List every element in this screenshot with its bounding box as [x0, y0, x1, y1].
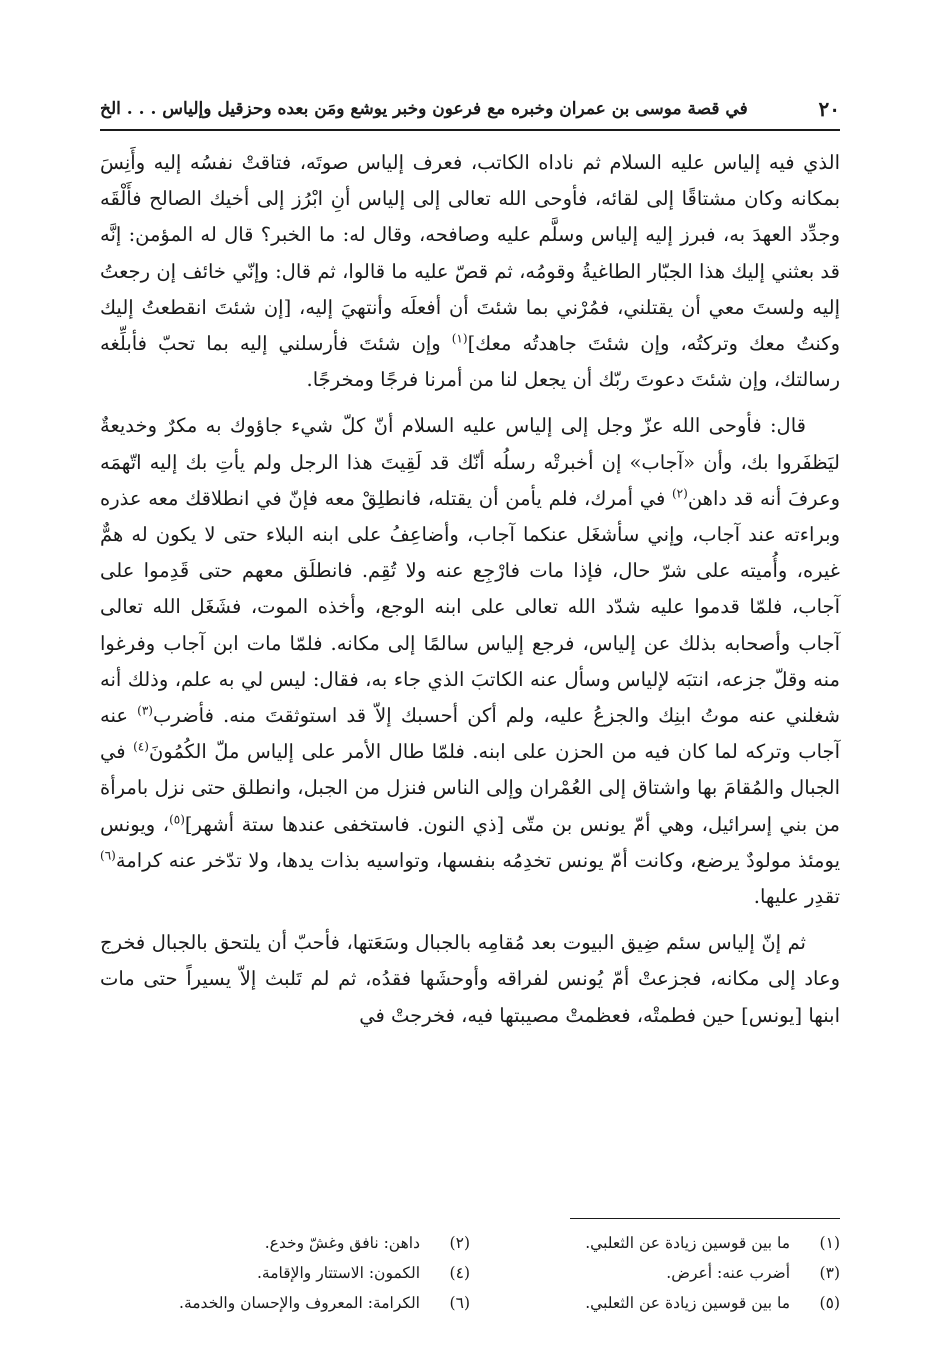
footnote-text: أضرب عنه: أعرض.	[666, 1264, 790, 1282]
text-run: قال: فأوحى الله عزّ وجل إلى إلياس عليه السلام أنّ كلّ شيء جاؤوك به مكرٌ وخديعةٌ ليَظفَروا بك، وأن «آجاب» إن أخبرتْه رسلُه أنّك قد لَقِيتَ هذا الرجل ولم يأتِ بك إليه اتّهمَه وعرفَ أنه قد داهن	[100, 414, 840, 510]
footnote-text: داهن: نافق وغشّ وخدع.	[264, 1234, 420, 1252]
main-text	[100, 145, 840, 1034]
footnote-text: ما بين قوسين زيادة عن الثعلبي.	[585, 1234, 790, 1252]
footnote-row	[100, 1258, 840, 1288]
text-run: تقدِر عليها.	[753, 885, 840, 909]
footnotes	[100, 1228, 840, 1318]
footnote-5	[470, 1288, 840, 1318]
paragraph	[100, 408, 840, 915]
footnote-ref[interactable]: (٢)	[671, 486, 688, 501]
footnote-4	[100, 1258, 470, 1288]
footnote-2	[100, 1228, 470, 1258]
footnote-1	[470, 1228, 840, 1258]
footnote-ref[interactable]: (٥)	[169, 812, 185, 827]
footnote-text: ما بين قوسين زيادة عن الثعلبي.	[585, 1294, 790, 1312]
text-run: ، ويونس يومئذ مولودٌ يرضع، وكانت أمّ يونس تخدِمُه بنفسها، وتواسيه بذات يدها، ولا تدّخر عنه كرامة	[100, 812, 840, 872]
footnote-6	[100, 1288, 470, 1318]
running-header	[100, 92, 840, 126]
paragraph	[100, 145, 840, 398]
footnote-row	[100, 1288, 840, 1318]
text-run: في الجبال والمُقامَ بها واشتاق إلى العُمْران وإلى الناس فنزل من الجبل، وانطلق حتى نزل بامرأة من بني إسرائيل، وهي أمّ يونس بن متّى [ذي النون. فاستخفى عندها ستة أشهر]	[100, 740, 840, 836]
footnote-text: الكرامة: المعروف والإحسان والخدمة.	[179, 1294, 420, 1312]
footnote-number: (٣)	[819, 1264, 840, 1282]
footnote-number: (٥)	[819, 1294, 840, 1312]
footnote-ref[interactable]: (٦)	[100, 848, 116, 863]
footnote-number: (١)	[819, 1234, 840, 1252]
paragraph	[100, 925, 840, 1034]
footnote-number: (٦)	[449, 1294, 470, 1312]
text-run: ثم إنّ إلياس سئم ضِيق البيوت بعد مُقامِه بالجبال وسَعَتها، فأحبّ أن يلتحق بالجبال فخرج وعاد إلى مكانه، فجزعتْ أمّ يُونس لفراقه وأوحشَها فقدُه، ثم لم تَلبث إلاّ يسيراً حتى مات ابنها [يونس] حين فطمتْه، فعظمتْ مصيبتها فيه، فخرجتْ في	[100, 931, 840, 1027]
text-run: وإن شئتَ فأرسلني إليه بما تحبّ فأبلِّغه رسالتك، وإن شئتَ دعوتَ ربّك أن يجعل لنا من أمرنا فرجًا ومخرجًا.	[100, 332, 840, 392]
footnote-ref[interactable]: (٣)	[137, 703, 153, 718]
header-rule	[100, 129, 840, 131]
text-run: في أمرك، فلم يأمن أن يقتله، فانطلِقْ معه فإنّ في انطلاقك معه عذره وبراءته عند آجاب، وإني سأشغَل عنكما آجاب، وأضاعِفُ على ابنه البلاء حتى لا يكون له همٌّ غيره، وأُميته على شرّ حال، فإذا مات فارْجِع عنه ولا تُقِم. فانطلَق معهم حتى قَدِموا على آجاب، فلمّا قدموا عليه شدّد الله تعالى على ابنه الوجع، وأخذه الموت، فشَغَل الله تعالى آجاب وأصحابه بذلك عن إلياس، فرجع إلياس سالمًا إلى مكانه. فلمّا مات ابن آجاب وفرغوا منه وقلّ جزعه، انتبَه لإلياس وسأل عنه الكاتبَ الذي جاء به، فقال: ليس لي به علم، وذلك أنه شغلني عنه موتُ ابنِك والجزعُ عليه، ولم أكن أحسبك إلاّ قد استوثقتَ منه. فأضرب	[100, 486, 840, 728]
footnote-ref[interactable]: (١)	[451, 331, 468, 346]
footnote-row	[100, 1228, 840, 1258]
page-number: ٢٠	[818, 97, 840, 121]
footnote-3	[470, 1258, 840, 1288]
running-title: في قصة موسى بن عمران وخبره مع فرعون وخبر يوشع ومَن بعده وحزقيل وإلياس . . . الخ	[100, 99, 748, 119]
footnote-text: الكمون: الاستتار والإقامة.	[256, 1264, 420, 1282]
text-run: عنه آجاب وتركه لما كان فيه من الحزن على ابنه. فلمّا طال الأمر على إلياس ملّ الكُمُونَ	[100, 704, 840, 764]
footnote-separator	[570, 1218, 840, 1219]
text-run: الذي فيه إلياس عليه السلام ثم ناداه الكاتب، فعرف إلياس صوتَه، فتاقتْ نفسُه إليه وأَنِسَ بمكانه وكان مشتاقًا إلى لقائه، فأوحى الله تعالى إلى إلياس أنِ ابْرُز إلى أخيك الصالح فأَلْقَه وجدِّد العهدَ به، فبرز إليه إلياس وسلَّم عليه وصافحه، وقال له: ما الخبر؟ قال له المؤمن: إنَّه قد بعثني إليك هذا الجبّار الطاغيةُ وقومُه، ثم قصّ عليه ما قالوا، ثم قال: وإنّي خائف إن رجعتُ إليه ولستَ معي أن يقتلني، فمُرْني بما شئتَ أن أفعلَه وأنتهيَ إليه، [إن شئتَ انقطعتُ إليك وكنتُ معك وتركتُه، وإن شئتَ جاهدتُه معك]	[100, 151, 840, 356]
footnote-number: (٤)	[449, 1264, 470, 1282]
footnote-number: (٢)	[449, 1234, 470, 1252]
footnote-ref[interactable]: (٤)	[133, 739, 149, 754]
